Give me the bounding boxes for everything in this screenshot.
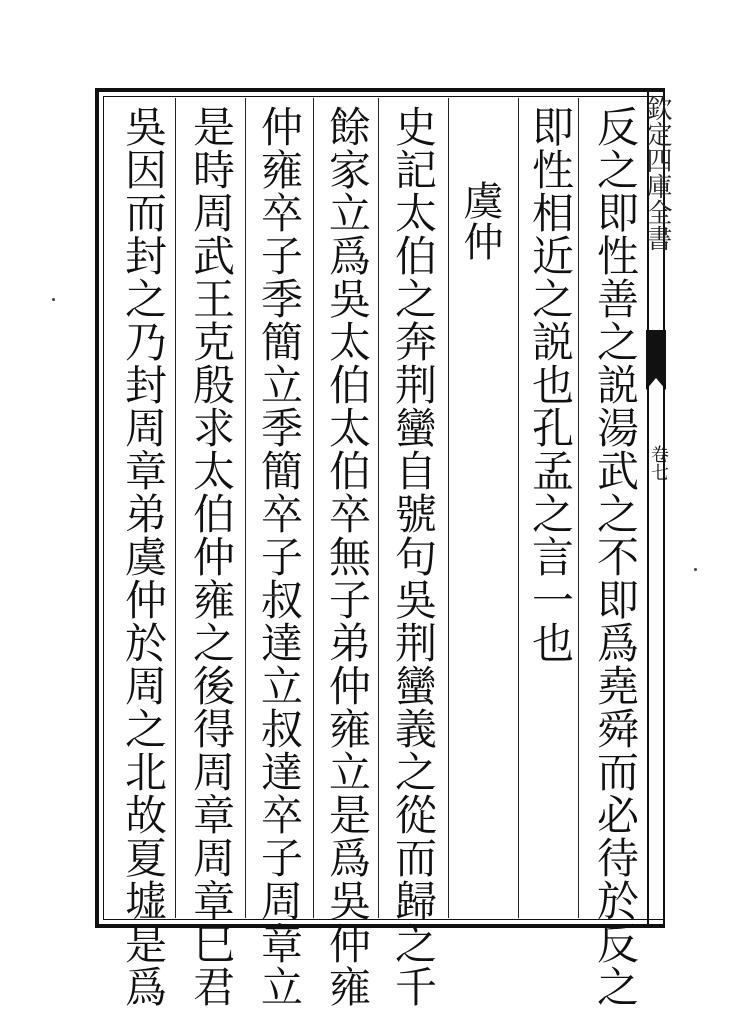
column-rule — [378, 98, 379, 918]
column-rule — [578, 98, 579, 918]
text-column-2: 即性相近之説也孔孟之言一也 — [526, 105, 575, 664]
text-column-5: 仲雍卒子季簡立季簡卒子叔達立叔達卒子周章立 — [255, 105, 304, 1008]
column-rule — [518, 98, 519, 918]
paper-speck — [694, 568, 697, 571]
paper-speck — [52, 298, 55, 301]
section-heading: 虞仲 — [457, 180, 503, 262]
text-column-7: 吳因而封之乃封周章弟虞仲於周之北故夏墟是爲 — [119, 105, 168, 1008]
text-column-4: 餘家立爲吳太伯太伯卒無子弟仲雍立是爲吳仲雍 — [323, 105, 372, 1008]
column-rule — [175, 98, 176, 918]
text-column-6: 是時周武王克殷求太伯仲雍之後得周章周章巳君 — [187, 105, 236, 1008]
text-column-1: 反之即性善之説湯武之不即爲堯舜而必待於反之 — [591, 105, 640, 1008]
column-rule — [448, 98, 449, 918]
column-rule — [245, 98, 246, 918]
column-rule — [313, 98, 314, 918]
juan-label: 卷七 — [648, 445, 669, 481]
banxin-title: 欽定四庫全書 — [642, 95, 672, 251]
text-column-3: 史記太伯之奔荆蠻自號句吳荆蠻義之從而歸之千 — [389, 105, 438, 1008]
fishtail-mark-icon — [646, 330, 666, 378]
